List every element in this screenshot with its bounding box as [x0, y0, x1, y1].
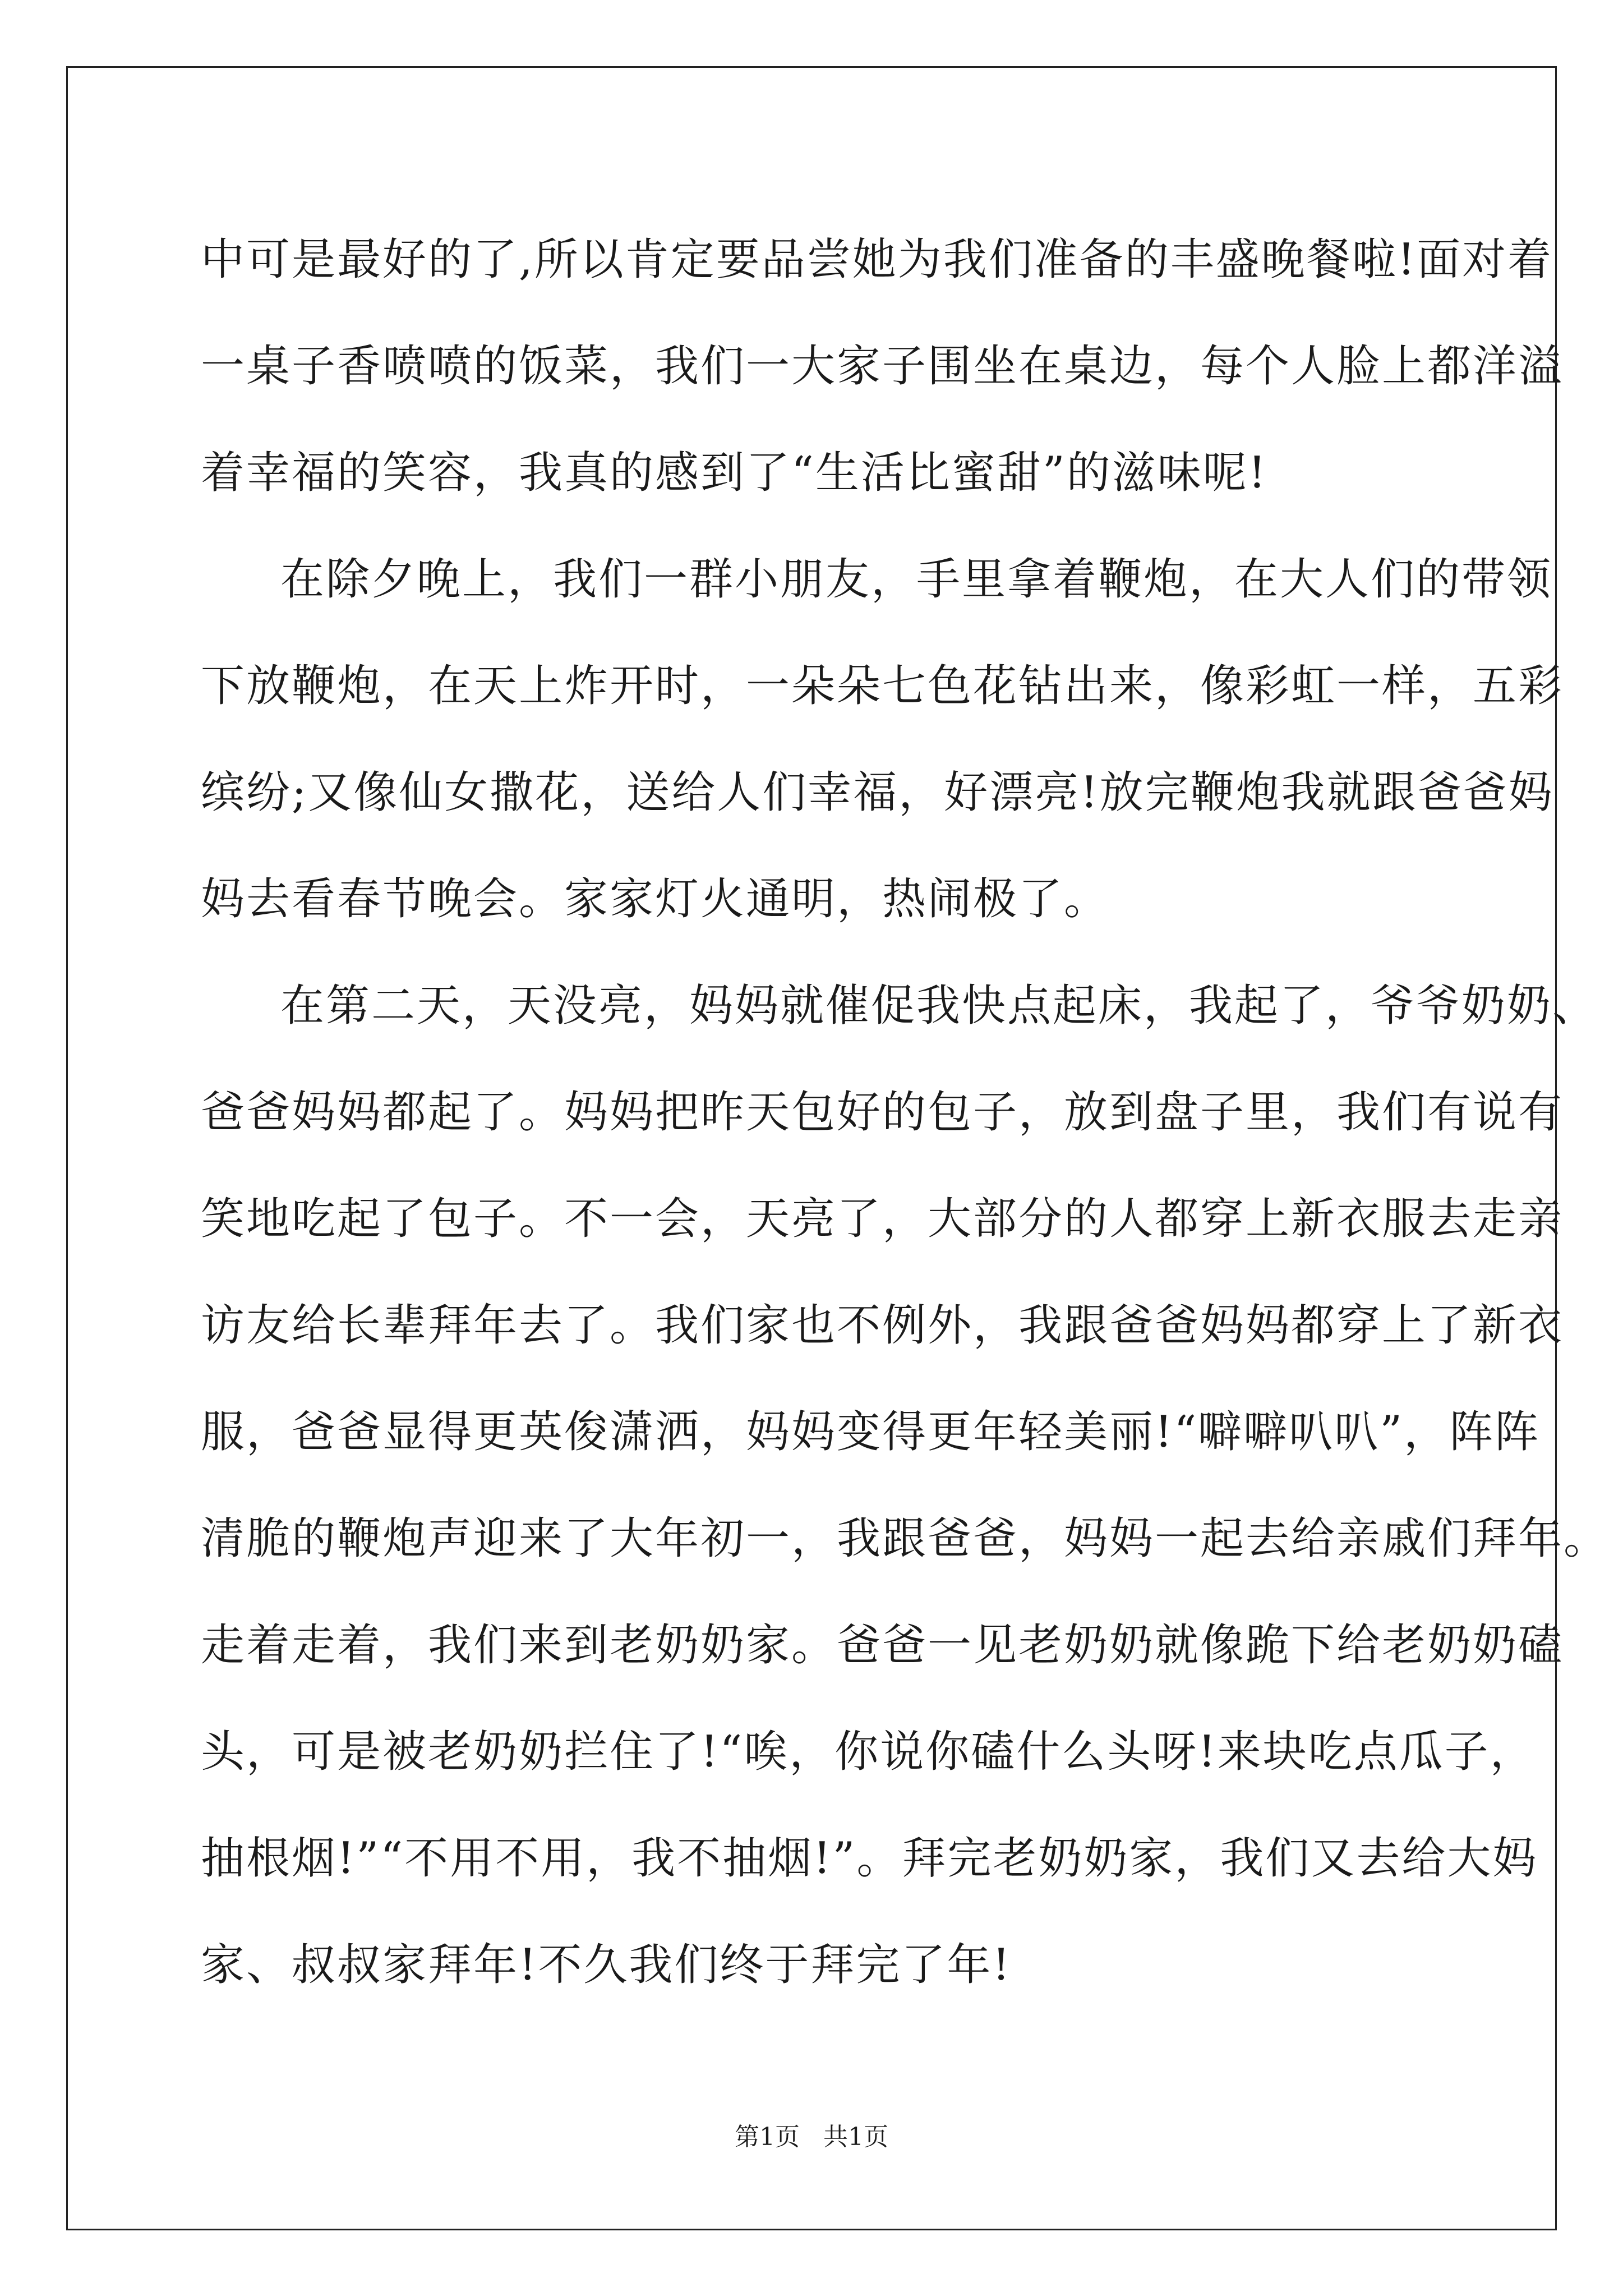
paragraph-start-line: 在第二天，天没亮，妈妈就催促我快点起床，我起了，爷爷奶奶、	[280, 981, 1598, 1031]
page-number-current: 第1页	[735, 2123, 800, 2151]
text-line: 抽根烟!”“不用不用，我不抽烟!”。拜完老奶奶家，我们又去给大妈	[201, 1833, 1538, 1884]
text-line: 服，爸爸显得更英俊潇洒，妈妈变得更年轻美丽!“噼噼叭叭”，阵阵	[201, 1407, 1541, 1457]
page-footer	[0, 2120, 1623, 2154]
text-line: 中可是最好的了,所以肯定要品尝她为我们准备的丰盛晚餐啦!面对着	[201, 234, 1553, 285]
text-line: 家、叔叔家拜年!不久我们终于拜完了年!	[201, 1940, 1012, 1990]
page-number-total: 共1页	[823, 2123, 888, 2151]
text-line: 下放鞭炮，在天上炸开时，一朵朵七色花钻出来，像彩虹一样，五彩	[201, 661, 1564, 711]
text-line: 一桌子香喷喷的饭菜，我们一大家子围坐在桌边，每个人脸上都洋溢	[201, 341, 1564, 392]
text-line: 走着走着，我们来到老奶奶家。爸爸一见老奶奶就像跪下给老奶奶磕	[201, 1620, 1564, 1671]
text-line: 缤纷;又像仙女撒花，送给人们幸福，好漂亮!放完鞭炮我就跟爸爸妈	[201, 767, 1554, 818]
text-line: 妈去看春节晚会。家家灯火通明，热闹极了。	[201, 874, 1110, 924]
text-line: 清脆的鞭炮声迎来了大年初一，我跟爸爸，妈妈一起去给亲戚们拜年。	[201, 1513, 1610, 1564]
text-line: 爸爸妈妈都起了。妈妈把昨天包好的包子，放到盘子里，我们有说有	[201, 1087, 1564, 1138]
document-body	[201, 206, 1610, 2018]
text-line: 访友给长辈拜年去了。我们家也不例外，我跟爸爸妈妈都穿上了新衣	[201, 1300, 1564, 1351]
paragraph-start-line: 在除夕晚上，我们一群小朋友，手里拿着鞭炮，在大人们的带领	[280, 554, 1553, 605]
text-line: 笑地吃起了包子。不一会，天亮了，大部分的人都穿上新衣服去走亲	[201, 1194, 1564, 1244]
text-line: 着幸福的笑容，我真的感到了“生活比蜜甜”的滋味呢!	[201, 448, 1268, 498]
text-line: 头，可是被老奶奶拦住了!“唉，你说你磕什么头呀!来块吃点瓜子，	[201, 1727, 1536, 1777]
